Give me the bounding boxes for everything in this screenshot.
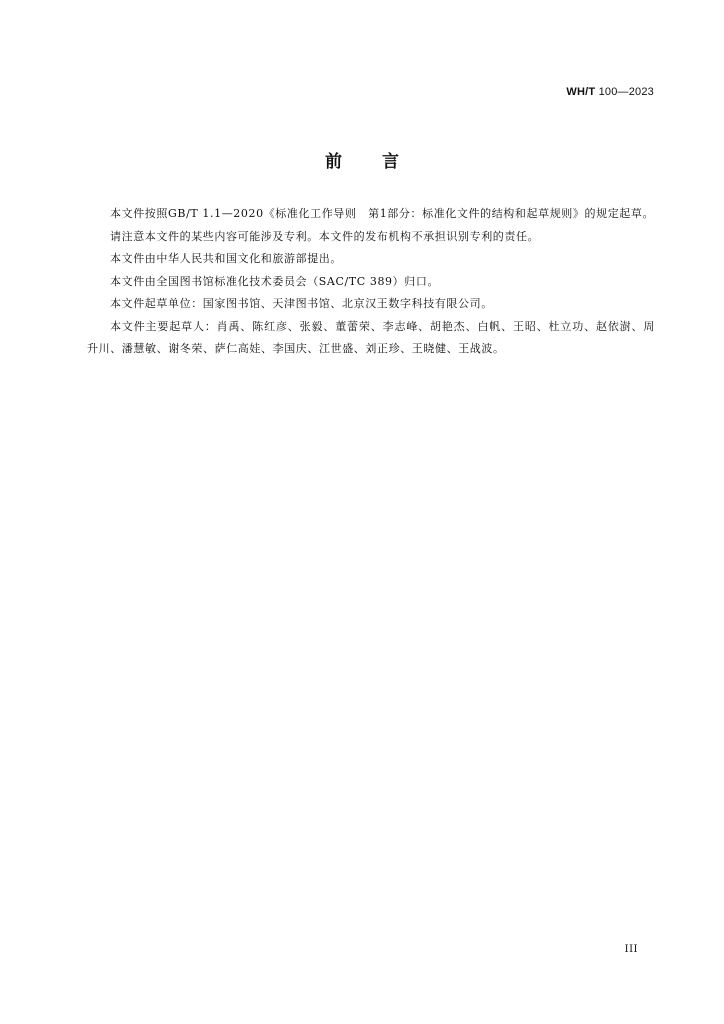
page-number: III [624, 944, 638, 955]
paragraph-patent-notice: 请注意本文件的某些内容可能涉及专利。本文件的发布机构不承担识别专利的责任。 [110, 229, 540, 243]
foreword-body [87, 203, 655, 361]
paragraph-drafters: 本文件主要起草人：肖禹、陈红彦、张毅、董蕾荣、李志峰、胡艳杰、白帆、王昭、杜立功、赵依澍、周升川、潘慧敏、谢冬荣、萨仁高娃、李国庆、江世盛、刘正珍、王晓健、王战波。 [87, 319, 655, 355]
standard-code-number: 100—2023 [598, 86, 654, 98]
standard-code-prefix: WH/T [566, 86, 596, 98]
paragraph-proposer: 本文件由中华人民共和国文化和旅游部提出。 [110, 252, 342, 265]
paragraph-drafting-rules: 本文件按照GB/T 1.1—2020《标准化工作导则 第1部分：标准化文件的结构和起草规则》的规定起草。 [110, 207, 655, 220]
page-title: 前言 [325, 152, 439, 172]
paragraph-committee: 本文件由全国图书馆标准化技术委员会（SAC/TC 389）归口。 [110, 274, 440, 288]
standard-code [566, 86, 654, 98]
paragraph-drafting-units: 本文件起草单位：国家图书馆、天津图书馆、北京汉王数字科技有限公司。 [110, 297, 493, 310]
